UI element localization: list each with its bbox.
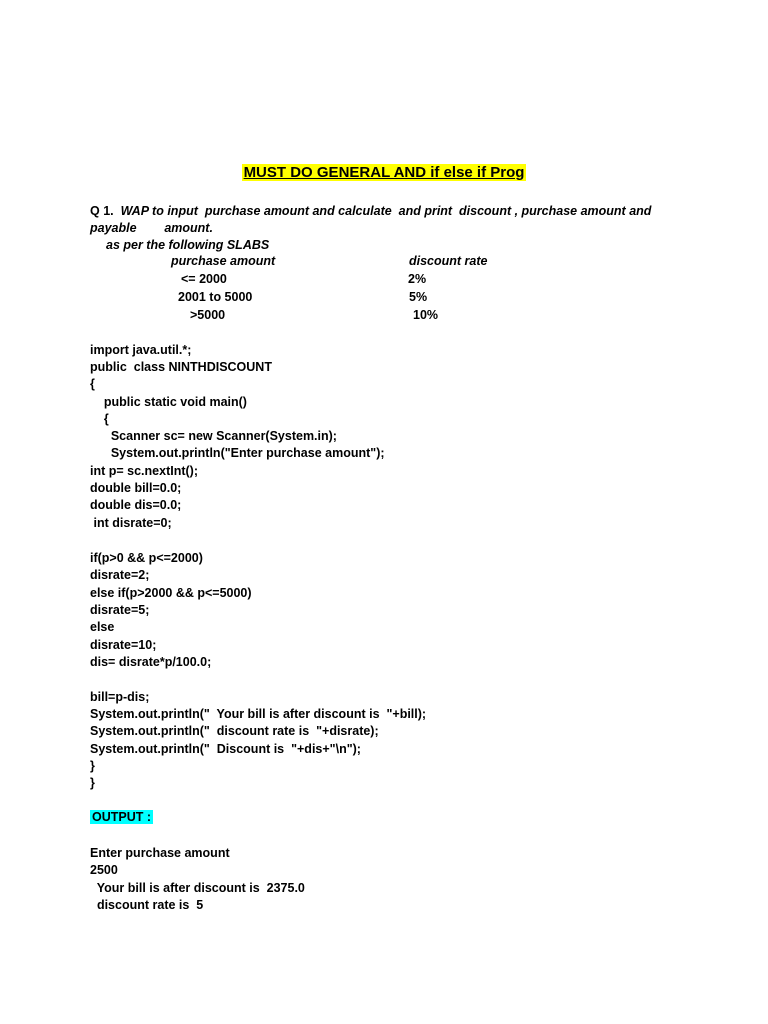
code-line: disrate=2; — [90, 568, 150, 582]
title-text: MUST DO GENERAL AND if else if Prog — [243, 164, 525, 181]
output-line: Enter purchase amount — [90, 846, 230, 860]
code-line: Scanner sc= new Scanner(System.in); — [90, 429, 337, 443]
code-line: double dis=0.0; — [90, 498, 182, 512]
slab-range-3: >5000 — [190, 308, 226, 322]
slab-range-2: 2001 to 5000 — [178, 290, 253, 304]
code-line: { — [90, 377, 95, 391]
code-line: bill=p-dis; — [90, 690, 150, 704]
slab-rate-3: 10% — [413, 308, 439, 322]
code-line: System.out.println(" Discount is "+dis+"\n"); — [90, 742, 361, 756]
code-line: else — [90, 620, 115, 634]
page-title — [0, 164, 768, 182]
question-number: Q 1. — [90, 204, 114, 218]
slab-header-amount: purchase amount — [171, 254, 276, 268]
code-line: { — [90, 412, 109, 426]
code-line: if(p>0 && p<=2000) — [90, 551, 203, 565]
output-line: discount rate is 5 — [90, 898, 204, 912]
code-line: disrate=10; — [90, 638, 157, 652]
code-line: } — [90, 759, 95, 773]
code-line: public class NINTHDISCOUNT — [90, 360, 272, 374]
output-line: 2500 — [90, 863, 118, 877]
code-line: dis= disrate*p/100.0; — [90, 655, 212, 669]
slab-header-rate: discount rate — [409, 254, 488, 268]
code-line: disrate=5; — [90, 603, 150, 617]
code-line: int disrate=0; — [90, 516, 172, 530]
code-line: System.out.println(" discount rate is "+disrate); — [90, 724, 379, 738]
question-text-1: WAP to input purchase amount and calculate and print discount , purchase amount and — [120, 204, 652, 218]
question-text-2: payable amount. — [90, 221, 213, 235]
slabs-intro: as per the following SLABS — [106, 238, 270, 252]
slab-rate-1: 2% — [408, 272, 427, 286]
code-line: else if(p>2000 && p<=5000) — [90, 586, 252, 600]
code-line: System.out.println("Enter purchase amount"); — [90, 446, 385, 460]
code-line: public static void main() — [90, 395, 247, 409]
code-line: } — [90, 776, 95, 790]
question-line-1 — [90, 203, 651, 220]
output-line: Your bill is after discount is 2375.0 — [90, 881, 305, 895]
code-line: System.out.println(" Your bill is after discount is "+bill); — [90, 707, 427, 721]
slab-rate-2: 5% — [409, 290, 428, 304]
code-line: double bill=0.0; — [90, 481, 182, 495]
code-line: int p= sc.nextInt(); — [90, 464, 198, 478]
code-line: import java.util.*; — [90, 343, 192, 357]
output-label: OUTPUT : — [92, 810, 152, 824]
slab-range-1: <= 2000 — [181, 272, 227, 286]
